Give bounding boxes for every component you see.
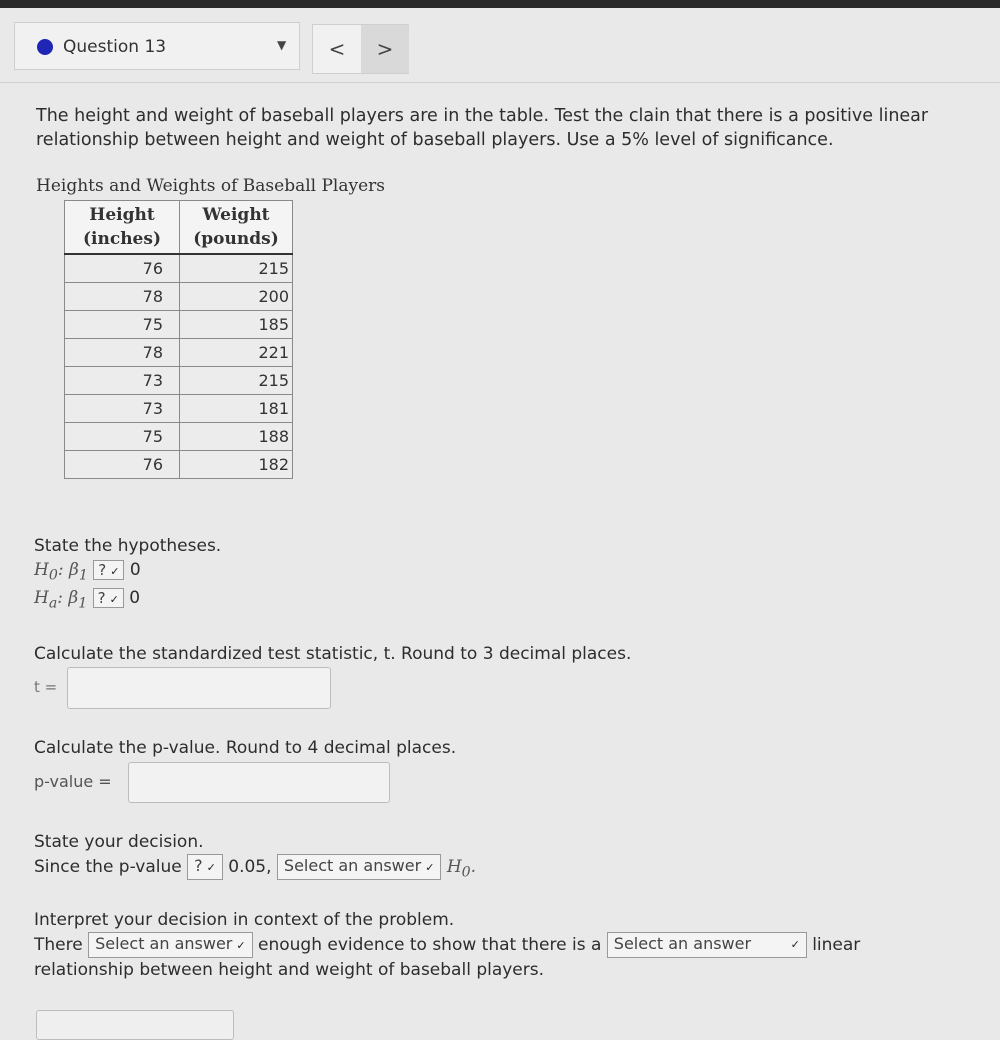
- decision-prefix: Since the p-value: [34, 857, 182, 877]
- cell-weight: 188: [180, 423, 293, 451]
- next-question-button[interactable]: >: [361, 25, 409, 73]
- h0-value: 0: [129, 560, 141, 580]
- problem-statement: The height and weight of baseball players are in the table. Test the clain that there is a positive linear relationship between height and weight of baseball players. Use a 5% level of significance.: [36, 106, 929, 150]
- caret-down-icon[interactable]: ▼: [277, 38, 287, 52]
- evidence-select[interactable]: Select an answer ✓: [88, 932, 252, 958]
- ha-symbol: $H_a$:: [34, 588, 64, 612]
- table-caption: Heights and Weights of Baseball Players: [36, 176, 386, 196]
- h0-symbol: $H_0$:: [34, 560, 64, 584]
- interpret-prefix: There: [34, 935, 83, 955]
- cell-height: 75: [65, 423, 180, 451]
- ha-line: [34, 588, 140, 611]
- interpret-middle: enough evidence to show that there is a: [258, 935, 602, 955]
- cell-height: 76: [65, 451, 180, 479]
- cell-weight: 221: [180, 339, 293, 367]
- chevron-down-icon: ✓: [236, 939, 246, 952]
- top-strip: [0, 0, 1000, 8]
- previous-question-button[interactable]: <: [328, 37, 346, 61]
- p-value-input[interactable]: [128, 762, 390, 803]
- t-stat-prompt: Calculate the standardized test statistic, t. Round to 3 decimal places.: [34, 644, 632, 664]
- column-header-height: [65, 201, 180, 255]
- decision-answer-select[interactable]: Select an answer ✓: [277, 854, 441, 880]
- table-row: [65, 423, 293, 451]
- chevron-down-icon: ✓: [110, 565, 120, 578]
- chevron-down-icon: ✓: [425, 861, 435, 874]
- header-height-line1: Height: [89, 205, 155, 225]
- question-nav: [312, 24, 409, 74]
- hypotheses-title: State the hypotheses.: [34, 536, 222, 556]
- h0-line: [34, 560, 141, 583]
- header-height-line2: (inches): [82, 229, 161, 249]
- interpret-line: [34, 932, 860, 958]
- decision-line: [34, 854, 476, 880]
- p-value-label: p-value =: [34, 772, 112, 791]
- table-row: [65, 395, 293, 423]
- header-weight-line2: (pounds): [193, 229, 279, 249]
- cell-height: 76: [65, 254, 180, 283]
- cell-height: 73: [65, 395, 180, 423]
- chevron-down-icon: ✓: [206, 861, 216, 874]
- cell-weight: 181: [180, 395, 293, 423]
- relationship-select[interactable]: Select an answer ✓: [607, 932, 807, 958]
- table-row: [65, 367, 293, 395]
- cell-weight: 215: [180, 367, 293, 395]
- cell-height: 75: [65, 311, 180, 339]
- ha-comparison-select[interactable]: ? ✓: [93, 588, 124, 608]
- table-row: [65, 339, 293, 367]
- beta-symbol: $\beta_1$: [68, 560, 88, 584]
- decision-comparison-select[interactable]: ? ✓: [187, 854, 223, 880]
- divider: [0, 82, 1000, 83]
- header-weight-line1: Weight: [202, 205, 270, 225]
- interpret-suffix: linear: [812, 935, 861, 955]
- h0-comparison-select[interactable]: ? ✓: [93, 560, 124, 580]
- ha-value: 0: [129, 588, 141, 608]
- beta-symbol: $\beta_1$: [68, 588, 88, 612]
- table-row: [65, 283, 293, 311]
- cell-height: 78: [65, 339, 180, 367]
- p-value-prompt: Calculate the p-value. Round to 4 decimal places.: [34, 738, 457, 758]
- question-selector[interactable]: [14, 22, 300, 70]
- table-row: [65, 311, 293, 339]
- interpret-line2: relationship between height and weight of baseball players.: [34, 960, 545, 980]
- cell-weight: 200: [180, 283, 293, 311]
- cell-height: 78: [65, 283, 180, 311]
- chevron-down-icon: ✓: [790, 938, 800, 951]
- submit-button[interactable]: [36, 1010, 234, 1040]
- t-stat-input[interactable]: [67, 667, 331, 709]
- table-row: [65, 254, 293, 283]
- chevron-down-icon: ✓: [109, 593, 119, 606]
- cell-height: 73: [65, 367, 180, 395]
- t-stat-label: t =: [34, 678, 58, 696]
- status-dot-icon: [37, 39, 53, 55]
- decision-title: State your decision.: [34, 832, 204, 852]
- question-label: Question 13: [63, 37, 167, 57]
- column-header-weight: [180, 201, 293, 255]
- table-row: [65, 451, 293, 479]
- h0-symbol: $H_0$.: [446, 857, 477, 881]
- data-table: [64, 200, 293, 479]
- interpret-title: Interpret your decision in context of the problem.: [34, 910, 455, 930]
- cell-weight: 182: [180, 451, 293, 479]
- cell-weight: 215: [180, 254, 293, 283]
- cell-weight: 185: [180, 311, 293, 339]
- alpha-value: 0.05,: [228, 857, 272, 877]
